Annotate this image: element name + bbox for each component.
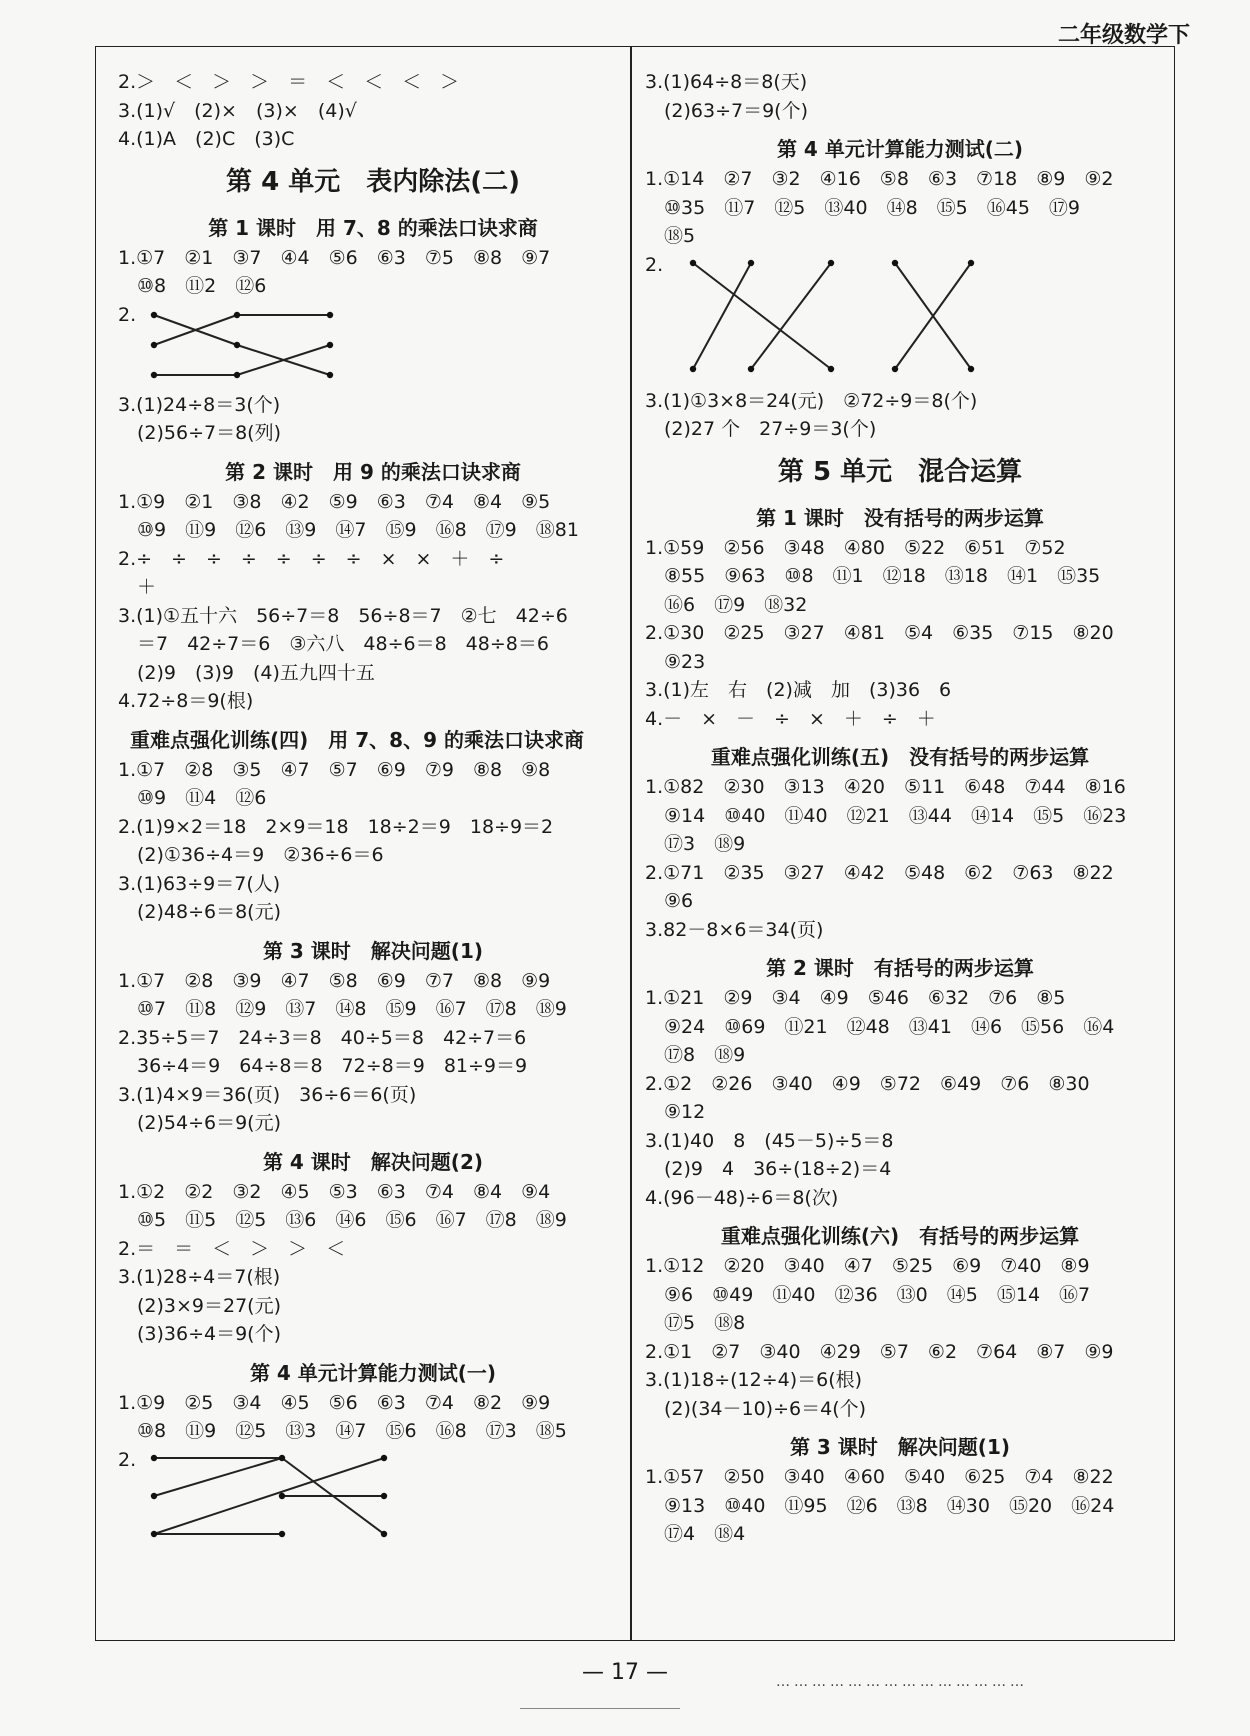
page-number: — 17 — bbox=[582, 1660, 668, 1685]
matching-lines bbox=[118, 301, 368, 385]
answer-line: (2)54÷6＝9(元) bbox=[118, 1112, 282, 1134]
answer-line: ＋ bbox=[118, 576, 157, 598]
dot bbox=[279, 1454, 285, 1460]
dot bbox=[968, 365, 974, 371]
answer-line: 36÷4＝9 64÷8＝8 72÷8＝9 81÷9＝9 bbox=[118, 1055, 528, 1077]
dot bbox=[748, 365, 754, 371]
answer-line: ⑩9 ⑪9 ⑫6 ⑬9 ⑭7 ⑮9 ⑯8 ⑰9 ⑱81 bbox=[118, 519, 579, 541]
dot bbox=[381, 1492, 387, 1498]
answer-line: 1.①82 ②30 ③13 ④20 ⑤11 ⑥48 ⑦44 ⑧16 bbox=[645, 776, 1126, 798]
answer-line: (2)9 4 36÷(18÷2)＝4 bbox=[645, 1158, 892, 1180]
answer-line: 2.(1)9×2＝18 2×9＝18 18÷2＝9 18÷9＝2 bbox=[118, 815, 554, 838]
section-heading: 第 4 单元计算能力测试(一) bbox=[249, 1360, 497, 1385]
answer-line: 2.①2 ②26 ③40 ④9 ⑤72 ⑥49 ⑦6 ⑧30 bbox=[645, 1072, 1090, 1095]
matching-lines bbox=[645, 251, 1005, 381]
answer-line: 3.(1)左 右 (2)减 加 (3)36 6 bbox=[645, 679, 952, 701]
answer-line: ⑨12 bbox=[645, 1101, 706, 1123]
answer-line: 4.(1)A (2)C (3)C bbox=[118, 128, 295, 150]
matching-diagram bbox=[118, 1446, 628, 1548]
footer-rule bbox=[520, 1708, 680, 1709]
dot bbox=[828, 365, 834, 371]
answer-line: ⑨24 ⑩69 ⑪21 ⑫48 ⑬41 ⑭6 ⑮56 ⑯4 bbox=[645, 1015, 1115, 1038]
answer-line: 1.①12 ②20 ③40 ④7 ⑤25 ⑥9 ⑦40 ⑧9 bbox=[645, 1255, 1090, 1277]
answer-line: (2)(34－10)÷6＝4(个) bbox=[645, 1397, 867, 1420]
section-heading: 重难点强化训练(五) 没有括号的两步运算 bbox=[710, 745, 1090, 769]
answer-line: 3.(1)28÷4＝7(根) bbox=[118, 1266, 281, 1288]
dot bbox=[892, 365, 898, 371]
answer-line: ⑩9 ⑪4 ⑫6 bbox=[118, 787, 267, 809]
answer-line: 1.①9 ②1 ③8 ④2 ⑤9 ⑥3 ⑦4 ⑧4 ⑨5 bbox=[118, 490, 551, 513]
answer-line: ⑩8 ⑪2 ⑫6 bbox=[118, 275, 267, 297]
answer-line: (3)36÷4＝9(个) bbox=[118, 1323, 282, 1345]
question-number: 2. bbox=[118, 303, 137, 326]
answer-line: 4.－ × － ÷ × ＋ ÷ ＋ bbox=[645, 707, 936, 730]
answer-line: ⑰5 ⑱8 bbox=[645, 1312, 746, 1334]
answer-line: 2.①1 ②7 ③40 ④29 ⑤7 ⑥2 ⑦64 ⑧7 ⑨9 bbox=[645, 1340, 1114, 1363]
dot bbox=[279, 1530, 285, 1536]
answer-line: 3.(1)①五十六 56÷7＝8 56÷8＝7 ②七 42÷6 bbox=[118, 604, 568, 627]
answer-line: ＝7 42÷7＝6 ③六八 48÷6＝8 48÷8＝6 bbox=[118, 633, 549, 655]
question-number: 2. bbox=[118, 1448, 137, 1471]
answer-line: 1.①7 ②1 ③7 ④4 ⑤6 ⑥3 ⑦5 ⑧8 ⑨7 bbox=[118, 246, 551, 269]
answer-line: ⑩7 ⑪8 ⑫9 ⑬7 ⑭8 ⑮9 ⑯7 ⑰8 ⑱9 bbox=[118, 998, 567, 1020]
dot bbox=[381, 1530, 387, 1536]
answer-line: 3.(1)63÷9＝7(人) bbox=[118, 872, 281, 895]
answer-line: 2.①71 ②35 ③27 ④42 ⑤48 ⑥2 ⑦63 ⑧22 bbox=[645, 861, 1114, 884]
answer-line: ⑰3 ⑱9 bbox=[645, 833, 746, 855]
answer-line: 1.①2 ②2 ③2 ④5 ⑤3 ⑥3 ⑦4 ⑧4 ⑨4 bbox=[118, 1180, 551, 1203]
dot bbox=[892, 259, 898, 265]
section-heading: 第 3 课时 解决问题(1) bbox=[789, 1435, 1011, 1459]
dot bbox=[327, 311, 333, 317]
section-heading: 第 4 课时 解决问题(2) bbox=[262, 1149, 484, 1174]
answer-line: (2)48÷6＝8(元) bbox=[118, 901, 282, 923]
answer-line: ⑨13 ⑩40 ⑪95 ⑫6 ⑬8 ⑭30 ⑮20 ⑯24 bbox=[645, 1494, 1115, 1517]
answer-line: 3.(1)24÷8＝3(个) bbox=[118, 393, 281, 416]
book-title: 二年级数学下 bbox=[1057, 23, 1190, 48]
section-heading: 重难点强化训练(四) 用 7、8、9 的乘法口诀求商 bbox=[130, 727, 584, 752]
answer-line: 4.(96－48)÷6＝8(次) bbox=[645, 1186, 839, 1209]
dot bbox=[690, 259, 696, 265]
answer-line: 3.(1)18÷(12÷4)＝6(根) bbox=[645, 1369, 863, 1391]
answer-line: 3.(1)√ (2)× (3)× (4)√ bbox=[118, 99, 357, 122]
answer-line: (2)56÷7＝8(列) bbox=[118, 422, 282, 444]
answer-line: 2.35÷5＝7 24÷3＝8 40÷5＝8 42÷7＝6 bbox=[118, 1026, 527, 1049]
dot bbox=[381, 1454, 387, 1460]
footer-dots: …………………………………… bbox=[776, 1674, 1028, 1690]
answer-line: 1.①7 ②8 ③5 ④7 ⑤7 ⑥9 ⑦9 ⑧8 ⑨8 bbox=[118, 758, 551, 781]
answer-line: 1.①59 ②56 ③48 ④80 ⑤22 ⑥51 ⑦52 bbox=[645, 536, 1066, 559]
answer-line: 1.①14 ②7 ③2 ④16 ⑤8 ⑥3 ⑦18 ⑧9 ⑨2 bbox=[645, 168, 1114, 190]
dot bbox=[968, 259, 974, 265]
answer-line: ⑨23 bbox=[645, 650, 706, 673]
question-number: 2. bbox=[645, 253, 664, 276]
dot bbox=[151, 1454, 157, 1460]
answer-line: 1.①21 ②9 ③4 ④9 ⑤46 ⑥32 ⑦6 ⑧5 bbox=[645, 987, 1066, 1009]
answer-line: 3.(1)40 8 (45－5)÷5＝8 bbox=[645, 1129, 894, 1152]
matching-lines bbox=[118, 1446, 408, 1542]
answer-line: 2.①30 ②25 ③27 ④81 ⑤4 ⑥35 ⑦15 ⑧20 bbox=[645, 622, 1114, 644]
dot bbox=[234, 341, 240, 347]
column-divider bbox=[630, 46, 632, 1641]
answer-line: ⑩35 ⑪7 ⑫5 ⑬40 ⑭8 ⑮5 ⑯45 ⑰9 bbox=[645, 196, 1081, 219]
dot bbox=[151, 341, 157, 347]
answer-line: 3.(1)4×9＝36(页) 36÷6＝6(页) bbox=[118, 1083, 417, 1106]
section-heading: 第 1 课时 用 7、8 的乘法口诀求商 bbox=[208, 215, 538, 240]
section-heading: 第 2 课时 用 9 的乘法口诀求商 bbox=[225, 459, 521, 484]
answer-line: ⑨6 ⑩49 ⑪40 ⑫36 ⑬0 ⑭5 ⑮14 ⑯7 bbox=[645, 1283, 1091, 1306]
answer-line: 3.(1)64÷8＝8(天) bbox=[645, 71, 808, 93]
answer-line: ⑩8 ⑪9 ⑫5 ⑬3 ⑭7 ⑮6 ⑯8 ⑰3 ⑱5 bbox=[118, 1420, 567, 1442]
section-heading: 第 3 课时 解决问题(1) bbox=[262, 938, 484, 963]
section-heading: 第 4 单元计算能力测试(二) bbox=[776, 137, 1024, 161]
dot bbox=[151, 371, 157, 377]
right-column bbox=[645, 68, 1155, 1549]
answer-line: 3.(1)①3×8＝24(元) ②72÷9＝8(个) bbox=[645, 389, 978, 412]
unit-heading: 第 5 单元 混合运算 bbox=[777, 456, 1023, 487]
answer-line: (2)①36÷4＝9 ②36÷6＝6 bbox=[118, 844, 384, 866]
dot bbox=[327, 371, 333, 377]
dot bbox=[234, 311, 240, 317]
answer-line: ⑨14 ⑩40 ⑪40 ⑫21 ⑬44 ⑭14 ⑮5 ⑯23 bbox=[645, 804, 1127, 827]
left-column bbox=[118, 68, 628, 1548]
connector-line bbox=[154, 1458, 282, 1496]
dot bbox=[327, 341, 333, 347]
answer-line: ⑧55 ⑨63 ⑩8 ⑪1 ⑫18 ⑬18 ⑭1 ⑮35 bbox=[645, 565, 1101, 587]
answer-line: (2)3×9＝27(元) bbox=[118, 1294, 282, 1317]
dot bbox=[690, 365, 696, 371]
answer-line: ⑨6 bbox=[645, 890, 694, 912]
answer-line: 2.÷ ÷ ÷ ÷ ÷ ÷ ÷ × × ＋ ÷ bbox=[118, 547, 505, 570]
matching-diagram bbox=[118, 301, 628, 391]
answer-line: 2.＞ ＜ ＞ ＞ ＝ ＜ ＜ ＜ ＞ bbox=[118, 71, 460, 93]
dot bbox=[748, 259, 754, 265]
connector-line bbox=[693, 263, 751, 369]
answer-line: (2)27 个 27÷9＝3(个) bbox=[645, 418, 877, 440]
section-heading: 第 2 课时 有括号的两步运算 bbox=[766, 956, 1034, 980]
section-heading: 重难点强化训练(六) 有括号的两步运算 bbox=[720, 1224, 1080, 1248]
answer-line: 1.①7 ②8 ③9 ④7 ⑤8 ⑥9 ⑦7 ⑧8 ⑨9 bbox=[118, 969, 551, 992]
dot bbox=[151, 1530, 157, 1536]
answer-line: ⑰8 ⑱9 bbox=[645, 1044, 746, 1066]
dot bbox=[234, 371, 240, 377]
answer-line: 4.72÷8＝9(根) bbox=[118, 690, 254, 712]
answer-line: (2)9 (3)9 (4)五九四十五 bbox=[118, 661, 375, 684]
matching-diagram bbox=[645, 251, 1155, 387]
section-heading: 第 1 课时 没有括号的两步运算 bbox=[756, 505, 1044, 530]
answer-line: 3.82－8×6＝34(页) bbox=[645, 918, 824, 941]
answer-line: ⑩5 ⑪5 ⑫5 ⑬6 ⑭6 ⑮6 ⑯7 ⑰8 ⑱9 bbox=[118, 1209, 567, 1231]
dot bbox=[151, 311, 157, 317]
answer-line: ⑯6 ⑰9 ⑱32 bbox=[645, 593, 808, 616]
answer-line: 2.＝ ＝ ＜ ＞ ＞ ＜ bbox=[118, 1237, 346, 1260]
answer-line: ⑰4 ⑱4 bbox=[645, 1523, 746, 1545]
answer-line: (2)63÷7＝9(个) bbox=[645, 99, 809, 122]
unit-heading: 第 4 单元 表内除法(二) bbox=[226, 166, 520, 197]
answer-line: 1.①57 ②50 ③40 ④60 ⑤40 ⑥25 ⑦4 ⑧22 bbox=[645, 1466, 1114, 1488]
answer-line: ⑱5 bbox=[645, 225, 696, 247]
dot bbox=[828, 259, 834, 265]
dot bbox=[279, 1492, 285, 1498]
answer-line: 1.①9 ②5 ③4 ④5 ⑤6 ⑥3 ⑦4 ⑧2 ⑨9 bbox=[118, 1391, 551, 1414]
dot bbox=[151, 1492, 157, 1498]
